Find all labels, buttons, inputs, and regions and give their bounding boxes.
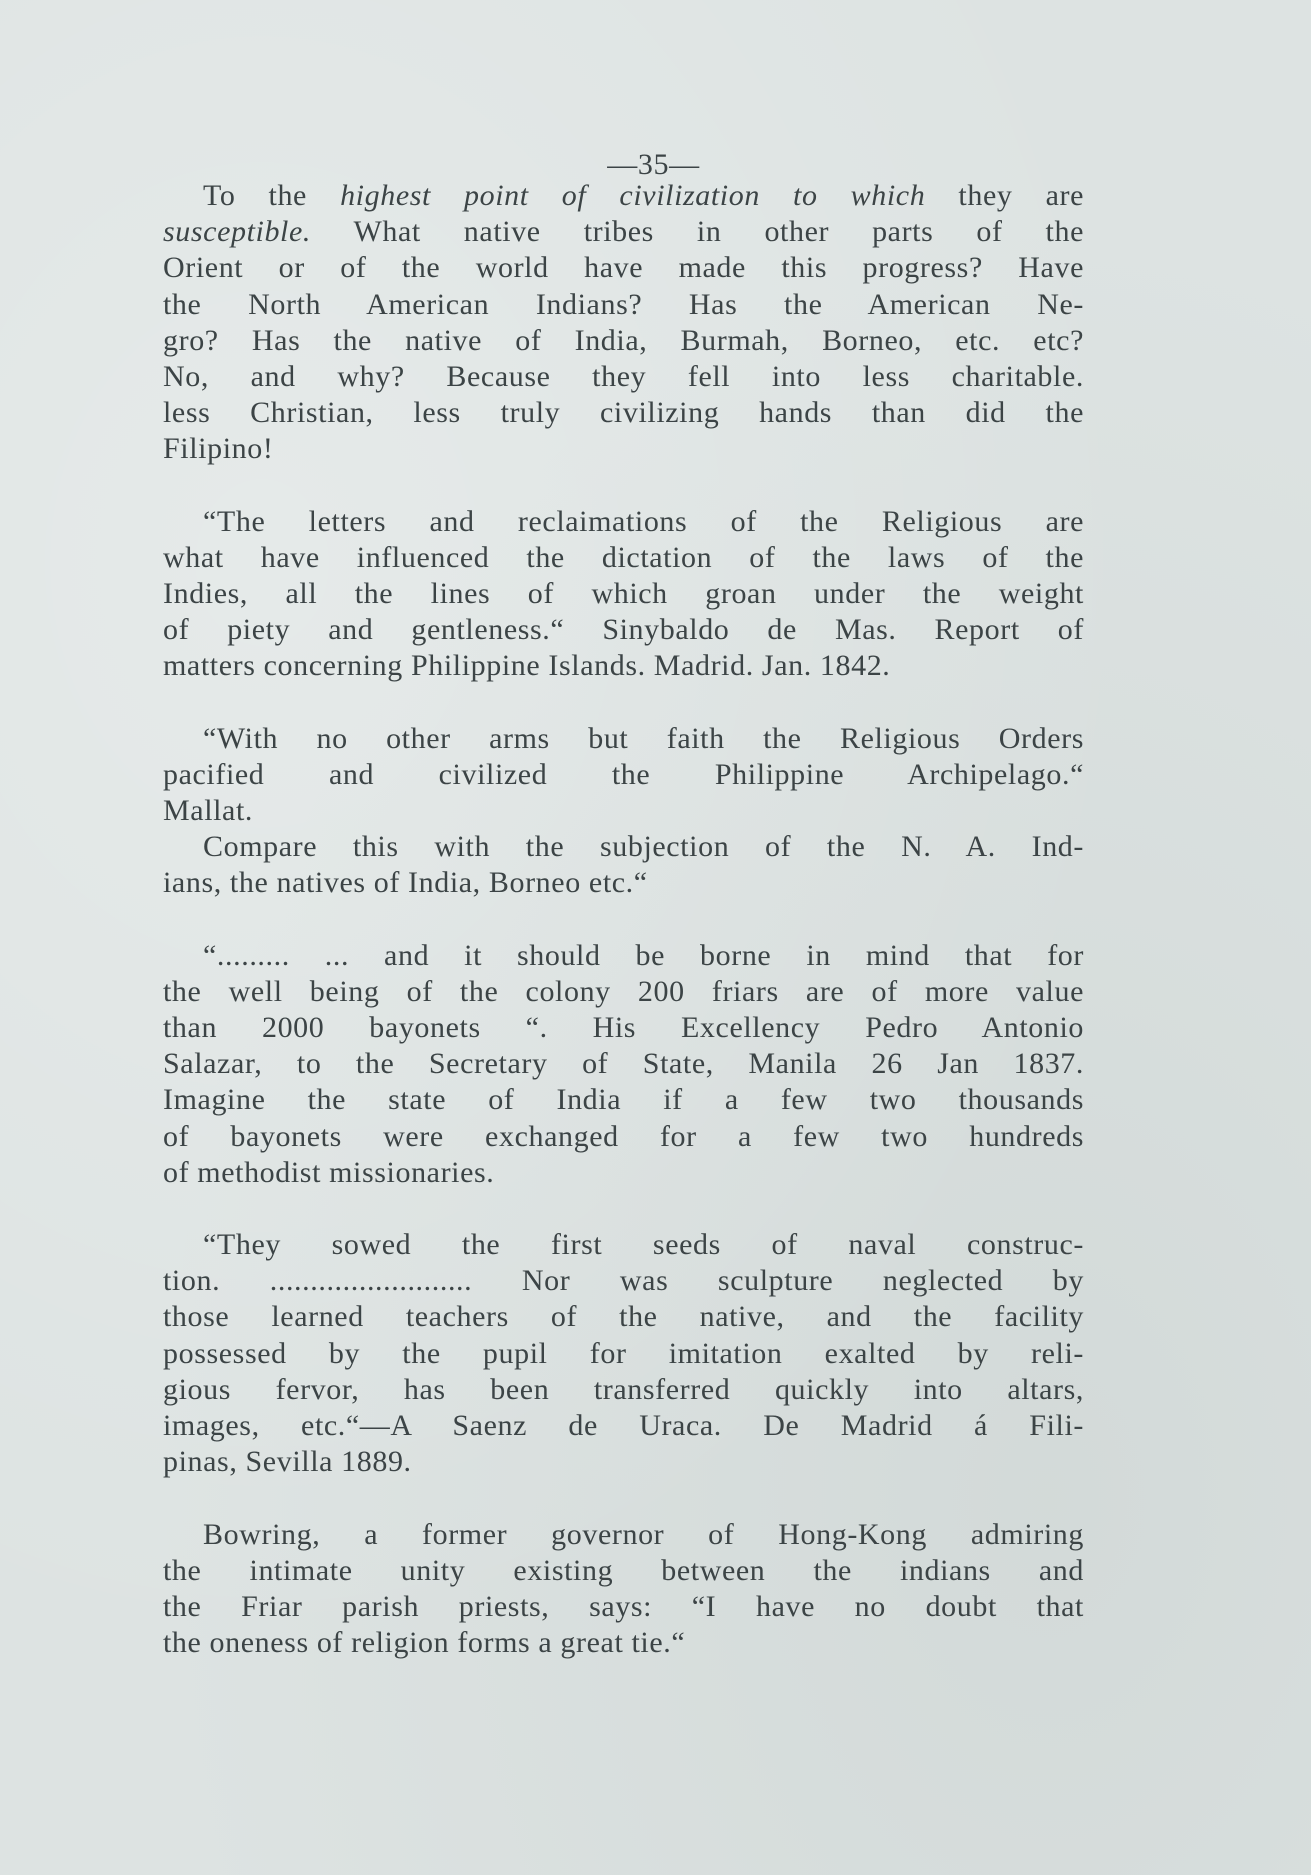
text-run: what have influenced the dictation of the laws of the (163, 540, 1084, 574)
text-run: ians, the natives of India, Borneo etc.“ (163, 866, 648, 900)
text-line (163, 793, 1084, 829)
text-run: Imagine the state of India if a few two thousands (163, 1083, 1084, 1117)
text-line (163, 1336, 1084, 1372)
text-line (163, 540, 1084, 576)
text-line (163, 938, 1084, 974)
text-run: the North American Indians? Has the American Ne- (163, 287, 1084, 321)
paragraph-gap (163, 468, 1084, 504)
paragraph-bowring (163, 1517, 1084, 1662)
text-line (163, 1263, 1084, 1299)
text-run: Compare this with the subjection of the N. A. Ind- (203, 830, 1084, 864)
text-line (163, 1227, 1084, 1263)
text-run: than 2000 bayonets “. His Excellency Pedro Antonio (163, 1011, 1084, 1045)
text-line (163, 648, 1084, 684)
text-line (163, 1517, 1084, 1553)
italic-text: highest point of civilization to which (340, 179, 926, 212)
text-line (163, 1553, 1084, 1589)
text-run: those learned teachers of the native, and the facility (163, 1300, 1084, 1334)
text-run: the well being of the colony 200 friars are of more value (163, 974, 1084, 1008)
paragraph-sinybaldo-quote (163, 504, 1084, 685)
text-line (163, 612, 1084, 648)
text-line (163, 178, 1084, 214)
text-line (163, 1625, 1084, 1661)
text-run: What native tribes in other parts of the (311, 215, 1084, 249)
text-run: images, etc.“—A Saenz de Uraca. De Madrid á Fili- (163, 1409, 1084, 1443)
text-line (163, 287, 1084, 323)
text-line (163, 974, 1084, 1010)
text-line (163, 1010, 1084, 1046)
text-run: matters concerning Philippine Islands. Madrid. Jan. 1842. (163, 649, 891, 683)
text-run: Mallat. (163, 794, 254, 828)
text-line (163, 214, 1084, 250)
text-run: To the (203, 179, 341, 212)
text-run: tion. ......................... Nor was sculpture neglected by (163, 1264, 1084, 1298)
text-run: of bayonets were exchanged for a few two hundreds (163, 1119, 1084, 1153)
paragraph-salazar-quote (163, 938, 1084, 1191)
paragraph-uraca-quote (163, 1227, 1084, 1480)
text-run: Orient or of the world have made this progress? Have (163, 251, 1084, 285)
text-line (163, 865, 1084, 901)
text-line (163, 1589, 1084, 1625)
text-line (163, 1119, 1084, 1155)
paragraph-civilization (163, 178, 1084, 468)
text-run: Salazar, to the Secretary of State, Manila 26 Jan 1837. (163, 1047, 1084, 1081)
text-run: possessed by the pupil for imitation exalted by reli- (163, 1336, 1084, 1370)
paragraph-gap (163, 1481, 1084, 1517)
text-line (163, 721, 1084, 757)
text-run: the Friar parish priests, says: “I have no doubt that (163, 1589, 1084, 1623)
text-line (163, 829, 1084, 865)
text-run: of methodist missionaries. (163, 1155, 495, 1189)
text-run: “With no other arms but faith the Religious Orders (203, 721, 1084, 755)
text-line (163, 576, 1084, 612)
text-run: of piety and gentleness.“ Sinybaldo de Mas. Report of (163, 613, 1084, 647)
text-run: the oneness of religion forms a great tie.“ (163, 1626, 686, 1660)
paragraph-gap (163, 685, 1084, 721)
text-run: the intimate unity existing between the indians and (163, 1553, 1084, 1587)
paragraph-mallat-quote (163, 721, 1084, 830)
text-run: Filipino! (163, 432, 274, 466)
text-run: gro? Has the native of India, Burmah, Borneo, etc. etc? (163, 323, 1084, 357)
text-run: Indies, all the lines of which groan under the weight (163, 577, 1084, 611)
text-line (163, 1082, 1084, 1118)
page-number: —35— (607, 148, 700, 181)
text-line (163, 1046, 1084, 1082)
text-line (163, 1299, 1084, 1335)
text-line (163, 1408, 1084, 1444)
paragraph-gap (163, 1191, 1084, 1227)
text-line (163, 1444, 1084, 1480)
paragraph-gap (163, 902, 1084, 938)
italic-text: susceptible. (163, 215, 312, 249)
text-line (163, 1155, 1084, 1191)
text-column (163, 150, 1084, 1661)
text-line (163, 250, 1084, 286)
text-line (163, 504, 1084, 540)
text-run: “The letters and reclaimations of the Religious are (203, 504, 1084, 538)
text-line (163, 757, 1084, 793)
text-line (163, 431, 1084, 467)
text-line (163, 1372, 1084, 1408)
text-run: gious fervor, has been transferred quickly into altars, (163, 1372, 1084, 1406)
text-line (163, 359, 1084, 395)
text-run: pinas, Sevilla 1889. (163, 1445, 412, 1479)
text-line (163, 323, 1084, 359)
text-run: less Christian, less truly civilizing hands than did the (163, 396, 1084, 430)
paragraph-compare (163, 829, 1084, 901)
text-run: Bowring, a former governor of Hong-Kong admiring (203, 1517, 1084, 1551)
text-run: they are (925, 179, 1084, 212)
text-line (163, 395, 1084, 431)
text-run: No, and why? Because they fell into less charitable. (163, 360, 1084, 394)
text-run: “......... ... and it should be borne in mind that for (203, 938, 1084, 972)
text-run: pacified and civilized the Philippine Archipelago.“ (163, 757, 1084, 791)
text-run: “They sowed the first seeds of naval construc- (203, 1228, 1084, 1262)
